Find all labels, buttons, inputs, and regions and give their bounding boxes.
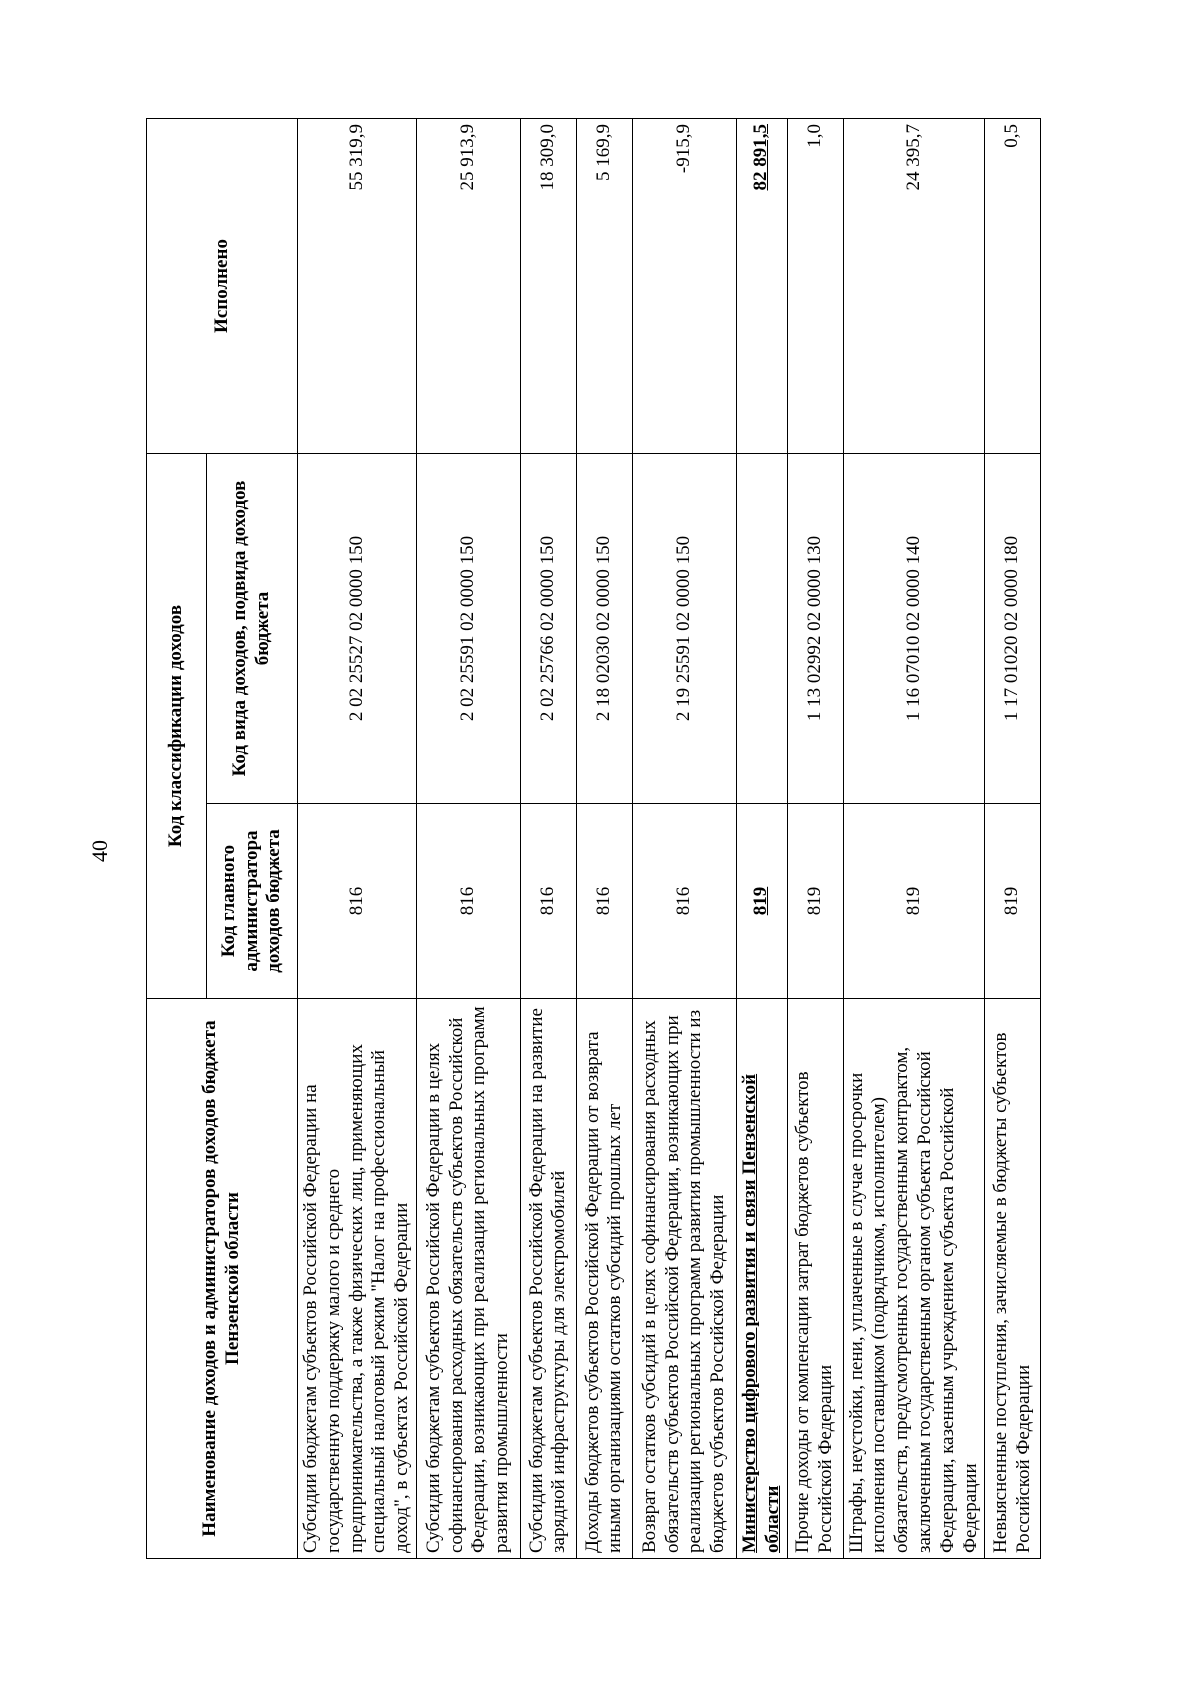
row-name: Прочие доходы от компенсации затрат бюджетов субъектов Российской Федерации <box>787 999 843 1559</box>
row-executed: 25 913,9 <box>416 119 520 454</box>
row-name: Министерство цифрового развития и связи Пензенской области <box>736 999 787 1559</box>
revenue-table <box>146 118 1041 1559</box>
table-row-ministry <box>736 119 787 1559</box>
row-name: Субсидии бюджетам субъектов Российской Федерации в целях софинансирования расходных обязательств субъектов Российской Федерации, возникающих при реализации региональных программ развития промышленности <box>416 999 520 1559</box>
table-row <box>843 119 985 1559</box>
row-executed: 18 309,0 <box>520 119 576 454</box>
header-type-code: Код вида доходов, подвида доходов бюджета <box>207 454 298 804</box>
row-executed: 0,5 <box>985 119 1041 454</box>
row-admin-code: 819 <box>843 804 985 999</box>
row-executed: 5 169,9 <box>576 119 632 454</box>
row-name: Штрафы, неустойки, пени, уплаченные в случае просрочки исполнения поставщиком (подрядчиком, исполнителем) обязательств, предусмотренных государственным контрактом, заключенным государственным органом субъекта Российской Федерации, казенным учреждением субъекта Российской Федерации <box>843 999 985 1559</box>
table-row <box>985 119 1041 1559</box>
table-row <box>520 119 576 1559</box>
page-number: 40 <box>87 840 112 862</box>
row-name: Субсидии бюджетам субъектов Российской Федерации на государственную поддержку малого и среднего предпринимательства, а также физических лиц, применяющих специальный налоговый режим "Налог на профессиональный доход", в субъектах Российской Федерации <box>298 999 417 1559</box>
row-type-code: 2 18 02030 02 0000 150 <box>576 454 632 804</box>
table-row <box>298 119 417 1559</box>
row-admin-code: 816 <box>298 804 417 999</box>
table-row <box>416 119 520 1559</box>
row-admin-code: 819 <box>787 804 843 999</box>
row-name: Невыясненные поступления, зачисляемые в бюджеты субъектов Российской Федерации <box>985 999 1041 1559</box>
row-executed: -915,9 <box>632 119 736 454</box>
row-type-code <box>736 454 787 804</box>
row-admin-code: 816 <box>632 804 736 999</box>
row-admin-code: 819 <box>736 804 787 999</box>
row-type-code: 1 13 02992 02 0000 130 <box>787 454 843 804</box>
row-type-code: 2 02 25766 02 0000 150 <box>520 454 576 804</box>
row-executed: 1,0 <box>787 119 843 454</box>
header-classification: Код классификации доходов <box>147 454 207 999</box>
rotated-table-wrapper <box>146 119 1034 1559</box>
row-admin-code: 816 <box>416 804 520 999</box>
row-name: Возврат остатков субсидий в целях софинансирования расходных обязательств субъектов Российской Федерации, возникающих при реализации региональных программ развития промышленности из бюджетов субъектов Российской Федерации <box>632 999 736 1559</box>
table-row <box>632 119 736 1559</box>
header-executed: Исполнено <box>147 119 298 454</box>
row-admin-code: 816 <box>520 804 576 999</box>
row-executed: 24 395,7 <box>843 119 985 454</box>
row-executed: 55 319,9 <box>298 119 417 454</box>
header-name: Наименование доходов и администраторов доходов бюджета Пензенской области <box>147 999 298 1559</box>
row-admin-code: 819 <box>985 804 1041 999</box>
table-row <box>576 119 632 1559</box>
row-type-code: 1 16 07010 02 0000 140 <box>843 454 985 804</box>
row-name: Субсидии бюджетам субъектов Российской Федерации на развитие зарядной инфраструктуры для электромобилей <box>520 999 576 1559</box>
row-type-code: 2 02 25527 02 0000 150 <box>298 454 417 804</box>
row-name: Доходы бюджетов субъектов Российской Федерации от возврата иными организациями остатков субсидий прошлых лет <box>576 999 632 1559</box>
row-executed: 82 891,5 <box>736 119 787 454</box>
row-type-code: 2 19 25591 02 0000 150 <box>632 454 736 804</box>
row-admin-code: 816 <box>576 804 632 999</box>
header-admin-code: Код главного администратора доходов бюджета <box>207 804 298 999</box>
table-row <box>787 119 843 1559</box>
row-type-code: 2 02 25591 02 0000 150 <box>416 454 520 804</box>
row-type-code: 1 17 01020 02 0000 180 <box>985 454 1041 804</box>
